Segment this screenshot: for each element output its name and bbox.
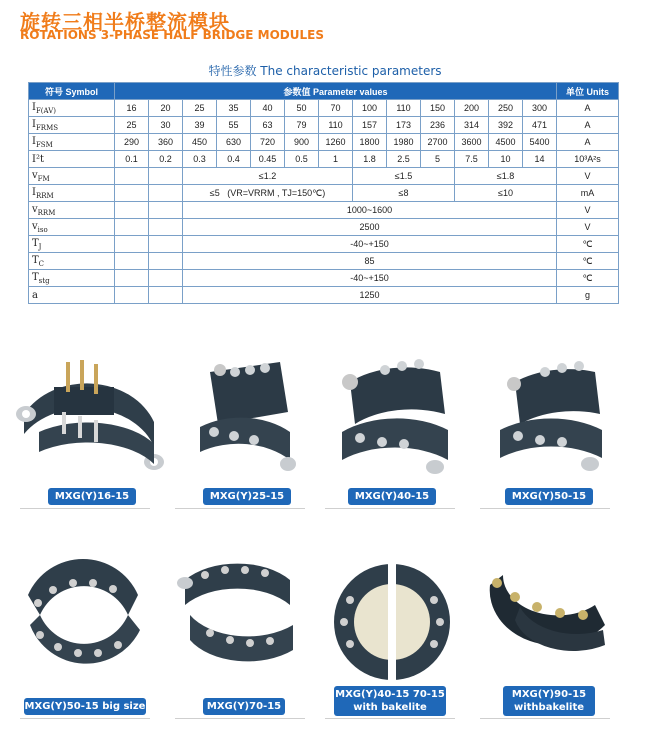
row-if-av — [29, 100, 619, 117]
product-label-mxg50-big: MXG(Y)50-15 big size — [24, 698, 146, 715]
cell: 360 — [149, 134, 183, 151]
cell: 173 — [387, 117, 421, 134]
cell: 5 — [421, 151, 455, 168]
product-image-mxg50 — [490, 352, 615, 482]
cell: ≤5 (VR=VRRM , TJ=150℃) — [183, 185, 353, 202]
symbol-vfm: $v_{FM}$ — [29, 168, 115, 185]
row-viso — [29, 219, 619, 236]
cell — [149, 270, 183, 287]
product-image-mxg25 — [190, 352, 305, 482]
symbol-if-av: $I_{F(AV)}$ — [29, 100, 115, 117]
divider — [480, 718, 610, 719]
cell: 1.8 — [353, 151, 387, 168]
cell: 40 — [251, 100, 285, 117]
symbol-ifrms: $I_{FRMS}$ — [29, 117, 115, 134]
table-subtitle: 特性参数 The characteristic parameters — [208, 64, 442, 78]
symbol-vrrm: $v_{RRM}$ — [29, 202, 115, 219]
cell: 2700 — [421, 134, 455, 151]
cell: 150 — [421, 100, 455, 117]
divider — [20, 718, 150, 719]
cell: 0.5 — [285, 151, 319, 168]
symbol-tstg: $T_{stg}$ — [29, 270, 115, 287]
cell: ≤8 — [353, 185, 455, 202]
cell: 3600 — [455, 134, 489, 151]
cell — [115, 270, 149, 287]
row-i2t — [29, 151, 619, 168]
symbol-viso: $v_{iso}$ — [29, 219, 115, 236]
cell: 471 — [523, 117, 557, 134]
unit-cell: ℃ — [557, 270, 619, 287]
row-vrrm — [29, 202, 619, 219]
unit-cell: 10³A²s — [557, 151, 619, 168]
label-line-2: withbakelite — [513, 702, 585, 713]
row-tc — [29, 253, 619, 270]
cell — [149, 219, 183, 236]
cell: 39 — [183, 117, 217, 134]
row-irrm — [29, 185, 619, 202]
cell: 55 — [217, 117, 251, 134]
cell — [149, 185, 183, 202]
symbol-irrm: $I_{RRM}$ — [29, 185, 115, 202]
cell: ≤10 — [455, 185, 557, 202]
cell: 5400 — [523, 134, 557, 151]
cell: 290 — [115, 134, 149, 151]
cell: 16 — [115, 100, 149, 117]
page-title-cn: 旋转三相半桥整流模块 — [20, 10, 230, 34]
cell: -40~+150 — [183, 236, 557, 253]
cell: 35 — [217, 100, 251, 117]
cell — [149, 236, 183, 253]
cell: 250 — [489, 100, 523, 117]
cell — [115, 236, 149, 253]
cell — [115, 185, 149, 202]
cell: ≤1.2 — [183, 168, 353, 185]
product-image-mxg50-big — [18, 555, 148, 685]
cell — [115, 253, 149, 270]
cell: 14 — [523, 151, 557, 168]
divider — [175, 718, 305, 719]
cell: 2.5 — [387, 151, 421, 168]
cell: 0.3 — [183, 151, 217, 168]
product-label-mxg40: MXG(Y)40-15 — [348, 488, 436, 505]
unit-cell: g — [557, 287, 619, 304]
symbol-tc: $T_C$ — [29, 253, 115, 270]
divider — [325, 718, 455, 719]
cell: 1980 — [387, 134, 421, 151]
cell: 110 — [319, 117, 353, 134]
unit-cell: A — [557, 134, 619, 151]
cell: 630 — [217, 134, 251, 151]
divider — [480, 508, 610, 509]
product-image-mxg40-70-bakelite — [330, 560, 455, 685]
unit-cell: A — [557, 117, 619, 134]
cell: 70 — [319, 100, 353, 117]
cell: ≤1.5 — [353, 168, 455, 185]
row-tstg — [29, 270, 619, 287]
label-line-1: MXG(Y)90-15 — [511, 689, 587, 700]
cell: 63 — [251, 117, 285, 134]
symbol-tj: $T_J$ — [29, 236, 115, 253]
cell: 1260 — [319, 134, 353, 151]
cell: 0.2 — [149, 151, 183, 168]
cell — [149, 202, 183, 219]
page-title-en: ROTATIONS 3-PHASE HALF BRIDGE MODULES — [20, 28, 324, 42]
cell — [149, 253, 183, 270]
product-image-mxg16 — [14, 352, 164, 482]
cell: 450 — [183, 134, 217, 151]
unit-cell: ℃ — [557, 236, 619, 253]
unit-cell: A — [557, 100, 619, 117]
divider — [20, 508, 150, 509]
cell: 0.4 — [217, 151, 251, 168]
cell: 25 — [115, 117, 149, 134]
cell: 300 — [523, 100, 557, 117]
cell — [149, 287, 183, 304]
product-image-mxg70 — [175, 555, 300, 685]
header-symbol: 符号 Symbol — [29, 83, 115, 100]
cell: 1800 — [353, 134, 387, 151]
cell: 4500 — [489, 134, 523, 151]
product-label-mxg70: MXG(Y)70-15 — [203, 698, 285, 715]
cell: 720 — [251, 134, 285, 151]
row-tj — [29, 236, 619, 253]
cell: 392 — [489, 117, 523, 134]
unit-cell: ℃ — [557, 253, 619, 270]
header-values: 参数值 Parameter values — [115, 83, 557, 100]
product-label-mxg25: MXG(Y)25-15 — [203, 488, 291, 505]
row-weight — [29, 287, 619, 304]
cell — [149, 168, 183, 185]
cell: 314 — [455, 117, 489, 134]
label-line-1: MXG(Y)40-15 70-15 — [335, 689, 445, 700]
cell: 1 — [319, 151, 353, 168]
cell: 2500 — [183, 219, 557, 236]
cell: ≤1.8 — [455, 168, 557, 185]
cell: 157 — [353, 117, 387, 134]
row-ifrms — [29, 117, 619, 134]
symbol-i2t: I²t — [29, 151, 115, 168]
label-line-2: with bakelite — [353, 702, 427, 713]
row-ifsm — [29, 134, 619, 151]
cell: 0.45 — [251, 151, 285, 168]
product-label-mxg50: MXG(Y)50-15 — [505, 488, 593, 505]
product-label-mxg40-70-bakelite — [334, 686, 446, 716]
unit-cell: V — [557, 202, 619, 219]
cell — [115, 287, 149, 304]
cell: 79 — [285, 117, 319, 134]
unit-cell: mA — [557, 185, 619, 202]
cell — [115, 202, 149, 219]
cell: 1000~1600 — [183, 202, 557, 219]
cell: 85 — [183, 253, 557, 270]
cell — [115, 219, 149, 236]
parameters-table — [28, 82, 619, 304]
cell: 10 — [489, 151, 523, 168]
cell: 50 — [285, 100, 319, 117]
divider — [325, 508, 455, 509]
cell: 20 — [149, 100, 183, 117]
cell: 100 — [353, 100, 387, 117]
cell: 1250 — [183, 287, 557, 304]
product-image-mxg90-bakelite — [485, 565, 610, 680]
header-units: 单位 Units — [557, 83, 619, 100]
unit-cell: V — [557, 168, 619, 185]
product-label-mxg16: MXG(Y)16-15 — [48, 488, 136, 505]
product-image-mxg40 — [330, 352, 460, 482]
cell: 900 — [285, 134, 319, 151]
cell: 25 — [183, 100, 217, 117]
product-label-mxg90-bakelite — [503, 686, 595, 716]
symbol-a: a — [29, 287, 115, 304]
cell: -40~+150 — [183, 270, 557, 287]
table-header-row — [29, 83, 619, 100]
cell: 200 — [455, 100, 489, 117]
cell: 30 — [149, 117, 183, 134]
cell: 236 — [421, 117, 455, 134]
symbol-ifsm: $I_{FSM}$ — [29, 134, 115, 151]
row-vfm — [29, 168, 619, 185]
cell: 7.5 — [455, 151, 489, 168]
cell — [115, 168, 149, 185]
cell: 110 — [387, 100, 421, 117]
cell: 0.1 — [115, 151, 149, 168]
unit-cell: V — [557, 219, 619, 236]
divider — [175, 508, 305, 509]
